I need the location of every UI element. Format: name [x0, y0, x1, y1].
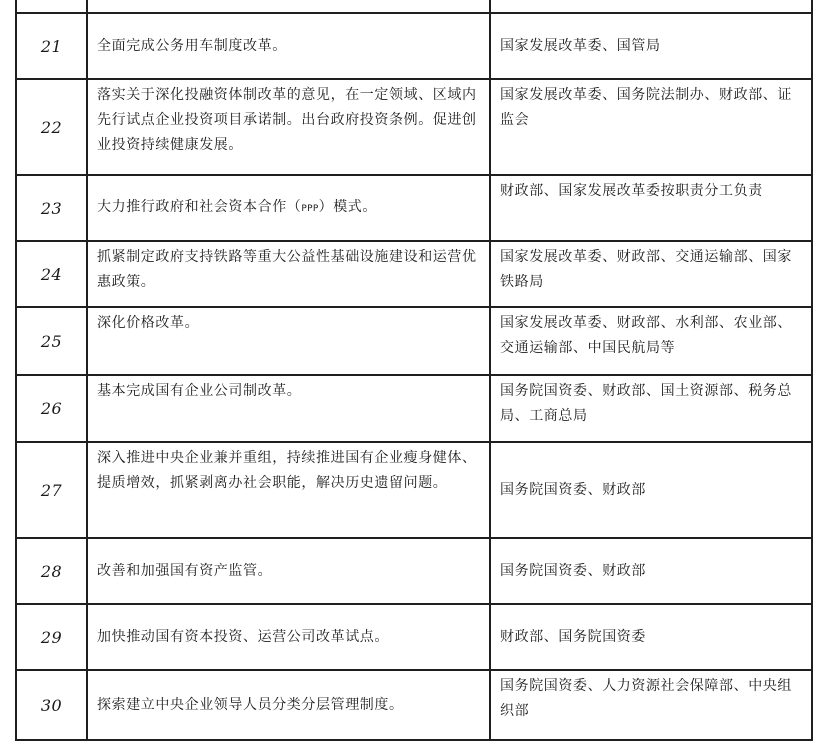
row-number: 23 [16, 175, 87, 241]
row-number: 26 [16, 375, 87, 442]
table-row [16, 175, 812, 241]
cell-empty [16, 0, 87, 13]
department-text: 国务院国资委、财政部 [490, 538, 812, 604]
department-text: 国家发展改革委、国务院法制办、财政部、证监会 [490, 79, 812, 175]
row-number: 22 [16, 79, 87, 175]
task-text: 抓紧制定政府支持铁路等重大公益性基础设施建设和运营优惠政策。 [87, 241, 490, 307]
table-row [16, 442, 812, 538]
department-text: 财政部、国家发展改革委按职责分工负责 [490, 175, 812, 241]
table-row [16, 375, 812, 442]
table-row [16, 13, 812, 79]
task-text-part: ）模式。 [318, 198, 377, 215]
row-number: 21 [16, 13, 87, 79]
table-row [16, 604, 812, 670]
task-text: 加快推动国有资本投资、运营公司改革试点。 [87, 604, 490, 670]
department-text: 国务院国资委、人力资源社会保障部、中央组织部 [490, 670, 812, 740]
task-table-container [15, 0, 811, 741]
department-text: 国家发展改革委、财政部、水利部、农业部、交通运输部、中国民航局等 [490, 307, 812, 375]
table-row [16, 241, 812, 307]
table-row [16, 79, 812, 175]
row-number: 29 [16, 604, 87, 670]
task-table [15, 0, 813, 741]
cell-empty [87, 0, 490, 13]
table-row [16, 538, 812, 604]
cell-empty [490, 0, 812, 13]
department-text: 国务院国资委、财政部 [490, 442, 812, 538]
row-number: 25 [16, 307, 87, 375]
task-text: 深入推进中央企业兼并重组，持续推进国有企业瘦身健体、提质增效，抓紧剥离办社会职能，解决历史遗留问题。 [87, 442, 490, 538]
task-text-part: 大力推行政府和社会资本合作（ [97, 198, 302, 215]
task-text: 改善和加强国有资产监管。 [87, 538, 490, 604]
task-text: 探索建立中央企业领导人员分类分层管理制度。 [87, 670, 490, 740]
table-row-top-edge [16, 0, 812, 13]
department-text: 国家发展改革委、财政部、交通运输部、国家铁路局 [490, 241, 812, 307]
row-number: 24 [16, 241, 87, 307]
department-text: 国家发展改革委、国管局 [490, 13, 812, 79]
department-text: 国务院国资委、财政部、国土资源部、税务总局、工商总局 [490, 375, 812, 442]
row-number: 28 [16, 538, 87, 604]
row-number: 27 [16, 442, 87, 538]
task-text [87, 175, 490, 241]
task-text: 深化价格改革。 [87, 307, 490, 375]
department-text: 财政部、国务院国资委 [490, 604, 812, 670]
task-text: 基本完成国有企业公司制改革。 [87, 375, 490, 442]
row-number: 30 [16, 670, 87, 740]
ppp-abbreviation: PPP [301, 203, 319, 214]
task-text: 落实关于深化投融资体制改革的意见，在一定领域、区域内先行试点企业投资项目承诺制。出台政府投资条例。促进创业投资持续健康发展。 [87, 79, 490, 175]
table-row [16, 307, 812, 375]
table-row [16, 670, 812, 740]
task-text: 全面完成公务用车制度改革。 [87, 13, 490, 79]
